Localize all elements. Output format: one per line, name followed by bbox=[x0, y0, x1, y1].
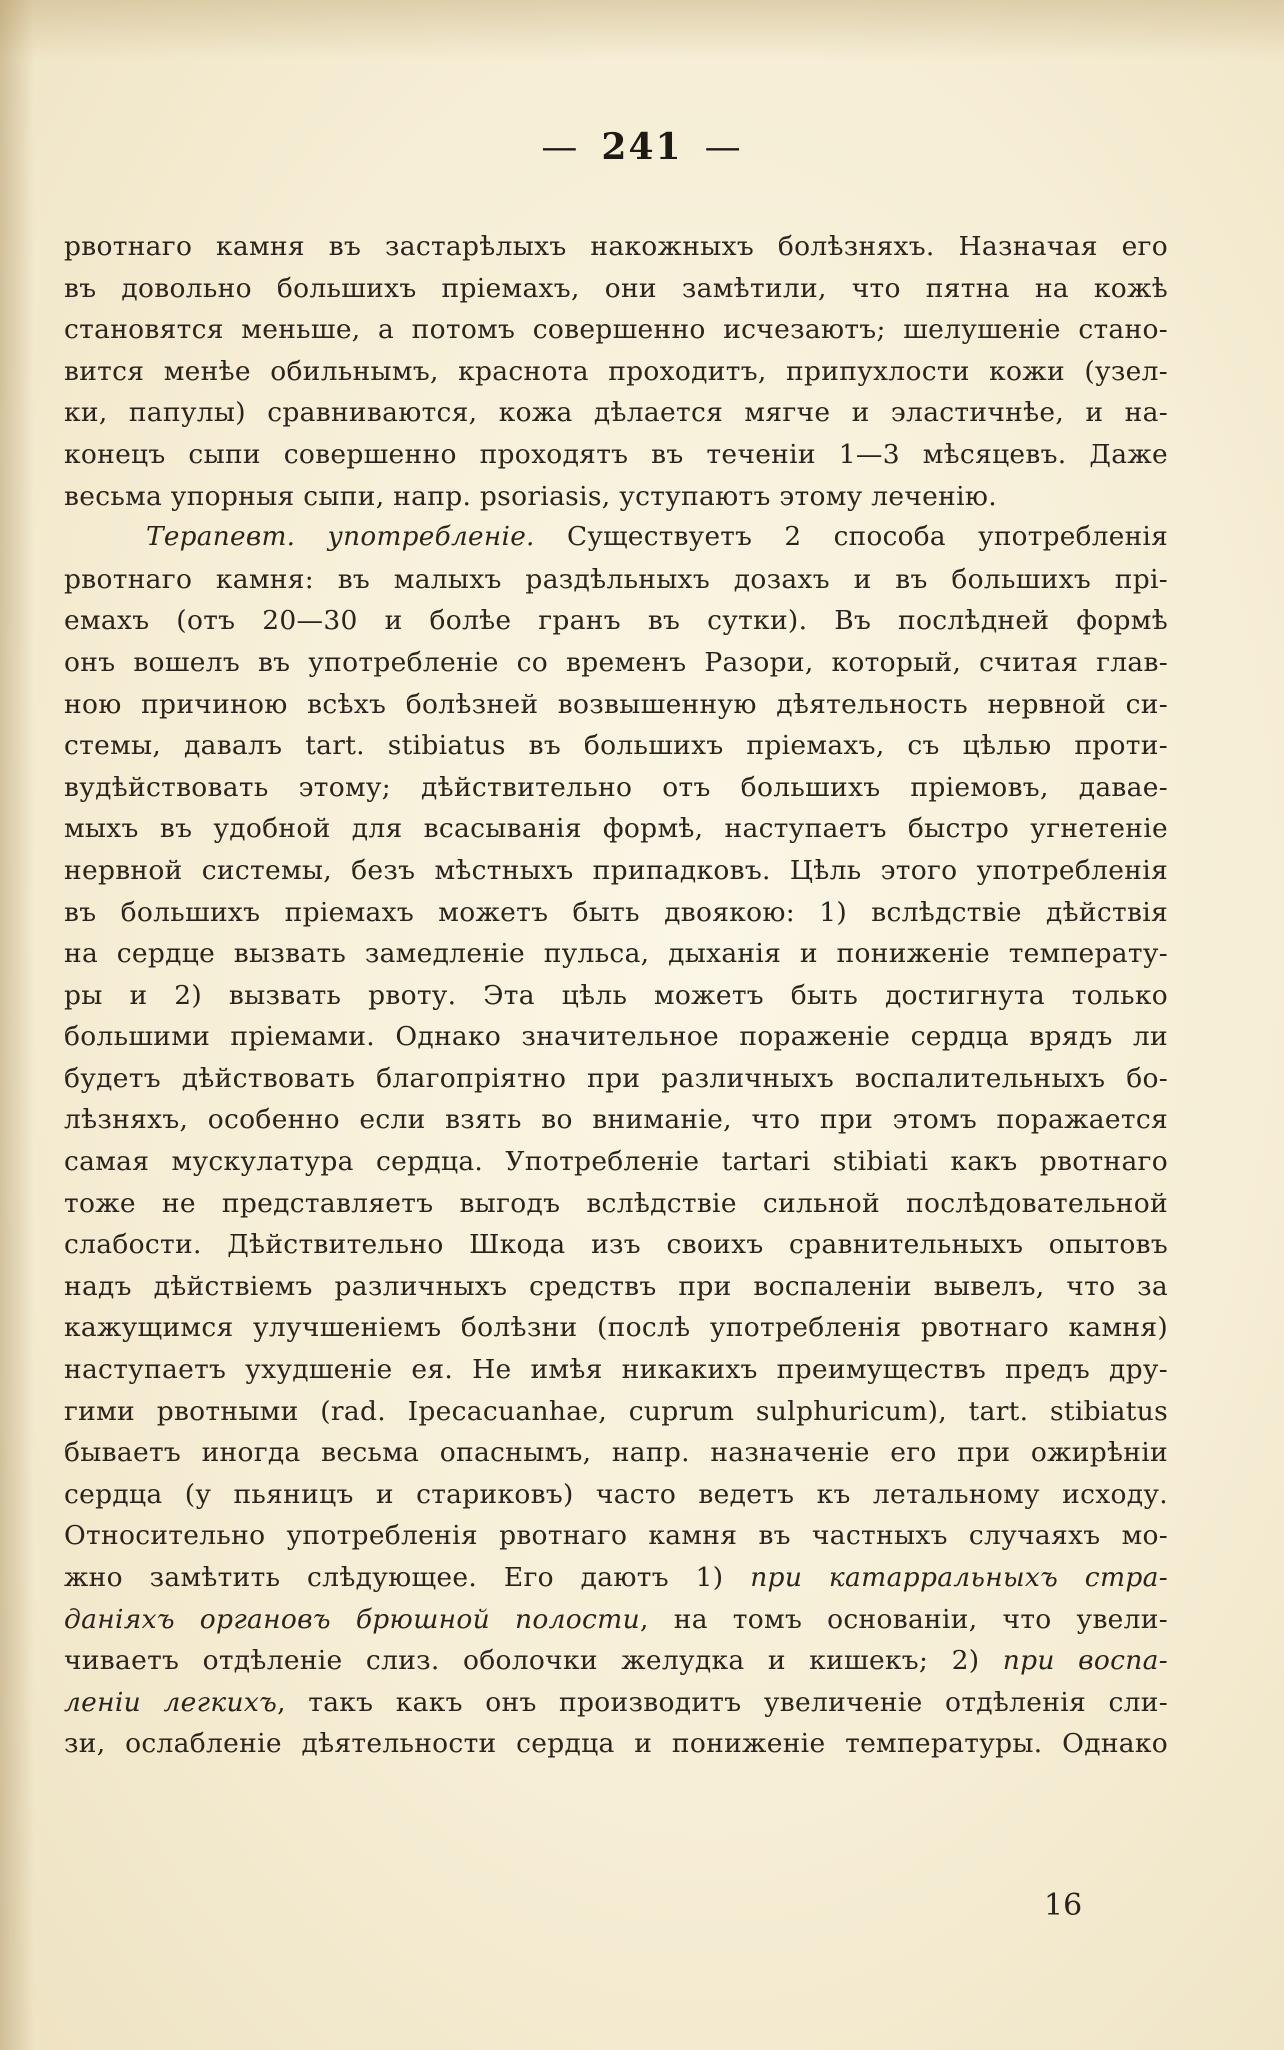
text-line: гими рвотными (rad. Ipecacuanhae, cuprum sulphuricum), tart. stibiatus bbox=[64, 1395, 1168, 1427]
text-line: рвотнаго камня въ застарѣлыхъ накожныхъ болѣзняхъ. Назначая его bbox=[64, 231, 1168, 262]
text-line: ки, папулы) сравниваются, кожа дѣлается мягче и эластичнѣе, и на- bbox=[64, 397, 1168, 429]
text-line: ры и 2) вызвать рвоту. Эта цѣль можетъ быть достигнута только bbox=[64, 979, 1168, 1011]
text-line: тоже не представляетъ выгодъ вслѣдствіе сильной послѣдовательной bbox=[64, 1187, 1168, 1219]
top-edge-shadow bbox=[0, 0, 1284, 60]
text-line: даніяхъ органовъ брюшной полости, на томъ основаніи, что увели- bbox=[64, 1603, 1168, 1635]
text-line: на сердце вызвать замедленіе пульса, дыханія и пониженіе температу- bbox=[64, 938, 1168, 970]
text-line: сердца (у пьяницъ и стариковъ) часто ведетъ къ летальному исходу. bbox=[64, 1478, 1168, 1510]
text-line: зи, ослабленіе дѣятельности сердца и пониженіе температуры. Однако bbox=[64, 1728, 1168, 1760]
text-line: кажущимся улучшеніемъ болѣзни (послѣ употребленія рвотнаго камня) bbox=[64, 1312, 1168, 1344]
page-header bbox=[0, 126, 1284, 168]
text-line: емахъ (отъ 20—30 и болѣе гранъ въ сутки). Въ послѣдней формѣ bbox=[64, 605, 1168, 637]
text-line: леніи легкихъ, такъ какъ онъ производитъ увеличеніе отдѣленія сли- bbox=[64, 1686, 1168, 1718]
italic-phrase: при катарральныхъ стра- bbox=[750, 1562, 1168, 1593]
text-line: наступаетъ ухудшеніе ея. Не имѣя никакихъ преимуществъ предъ дру- bbox=[64, 1354, 1168, 1386]
text-line: самая мускулатура сердца. Употребленіе tartari stibiati какъ рвотнаго bbox=[64, 1146, 1168, 1178]
text-line: становятся меньше, а потомъ совершенно исчезаютъ; шелушеніе стано- bbox=[64, 314, 1168, 346]
text-line: чиваетъ отдѣленіе слиз. оболочки желудка и кишекъ; 2) при воспа- bbox=[64, 1645, 1168, 1677]
italic-phrase: даніяхъ органовъ брюшной полости bbox=[64, 1603, 640, 1635]
gutter-shadow bbox=[0, 0, 34, 2050]
italic-phrase: при воспа- bbox=[1002, 1645, 1168, 1677]
italic-phrase: леніи легкихъ bbox=[64, 1686, 278, 1718]
text-line: надъ дѣйствіемъ различныхъ средствъ при воспаленіи вывелъ, что за bbox=[64, 1270, 1168, 1302]
text-line: вудѣйствовать этому; дѣйствительно отъ большихъ пріемовъ, давае- bbox=[64, 771, 1168, 803]
text-line: рвотнаго камня: въ малыхъ раздѣльныхъ дозахъ и въ большихъ прі- bbox=[64, 563, 1168, 595]
text-line: мыхъ въ удобной для всасыванія формѣ, наступаетъ быстро угнетеніе bbox=[64, 813, 1168, 845]
text-line: стемы, давалъ tart. stibiatus въ большихъ пріемахъ, съ цѣлью проти- bbox=[64, 730, 1168, 762]
text-line: онъ вошелъ въ употребленіе со временъ Разори, который, считая глав- bbox=[64, 646, 1168, 678]
text-line: жно замѣтить слѣдующее. Его даютъ 1) при катарральныхъ стра- bbox=[64, 1562, 1168, 1593]
text-line: бываетъ иногда весьма опаснымъ, напр. назначеніе его при ожирѣніи bbox=[64, 1437, 1168, 1469]
text-line: весьма упорныя сыпи, напр. psoriasis, уступаютъ этому леченію. bbox=[64, 480, 997, 512]
text-line: въ довольно большихъ пріемахъ, они замѣтили, что пятна на кожѣ bbox=[64, 272, 1168, 304]
text-line: въ большихъ пріемахъ можетъ быть двоякою: 1) вслѣдствіе дѣйствія bbox=[64, 896, 1168, 928]
text-line: будетъ дѣйствовать благопріятно при различныхъ воспалительныхъ бо- bbox=[64, 1062, 1168, 1094]
body-text bbox=[64, 226, 1168, 1765]
text-line: лѣзняхъ, особенно если взять во вниманіе, что при этомъ поражается bbox=[64, 1104, 1168, 1136]
signature-mark: 16 bbox=[1044, 1888, 1083, 1923]
header-dash-right: — bbox=[704, 127, 743, 168]
header-dash-left: — bbox=[541, 127, 580, 168]
text-line: слабости. Дѣйствительно Шкода изъ своихъ сравнительныхъ опытовъ bbox=[64, 1229, 1168, 1261]
text-line: конецъ сыпи совершенно проходятъ въ теченіи 1—3 мѣсяцевъ. Даже bbox=[64, 438, 1168, 470]
text-line: Терапевт. употребленіе. Существуетъ 2 способа употребленія bbox=[146, 522, 1168, 553]
section-heading: Терапевт. употребленіе. bbox=[146, 522, 535, 553]
page-number: 241 bbox=[601, 126, 683, 168]
text-line: вится менѣе обильнымъ, краснота проходитъ, припухлости кожи (узел- bbox=[64, 355, 1168, 387]
text-line: большими пріемами. Однако значительное пораженіе сердца врядъ ли bbox=[64, 1021, 1168, 1053]
text-line: нервной системы, безъ мѣстныхъ припадковъ. Цѣль этого употребленія bbox=[64, 854, 1168, 886]
text-line: Относительно употребленія рвотнаго камня въ частныхъ случаяхъ мо- bbox=[64, 1520, 1168, 1552]
text-line: ною причиною всѣхъ болѣзней возвышенную дѣятельность нервной си- bbox=[64, 688, 1168, 720]
